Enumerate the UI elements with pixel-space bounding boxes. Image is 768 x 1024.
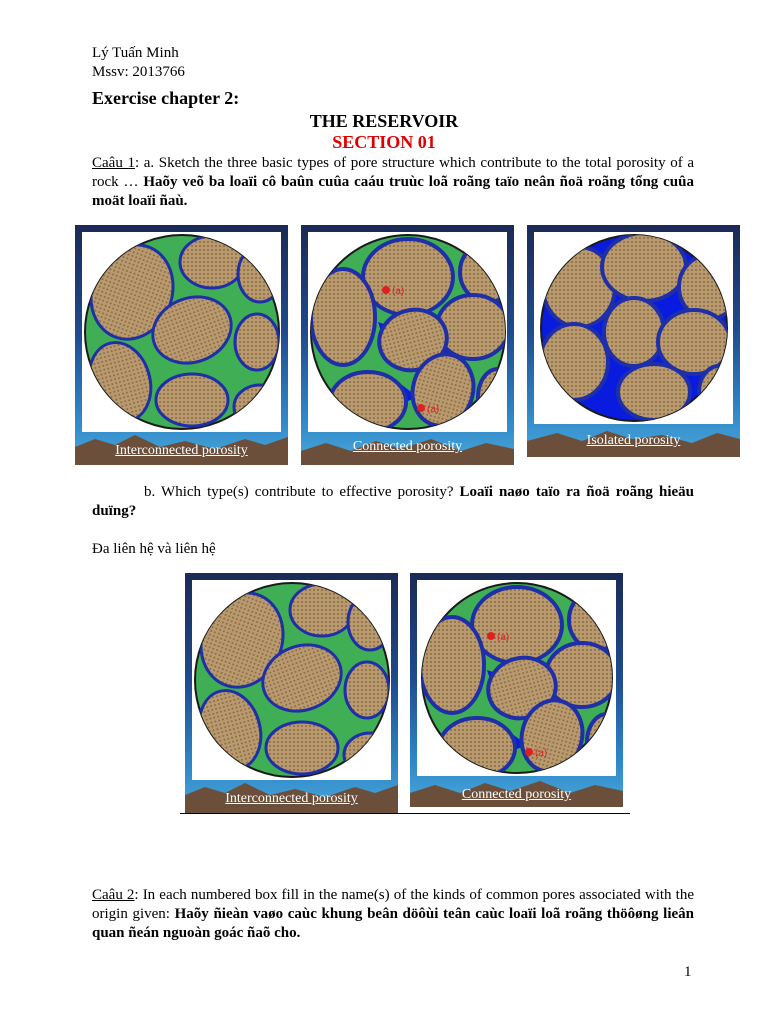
student-id: Mssv: 2013766 [92,64,185,80]
exercise-title: Exercise chapter 2: [92,88,240,108]
reservoir-title: THE RESERVOIR [309,111,459,131]
question-1-text-en: : a. Sketch the three basic types of pore structure which contribute to the total porosity of a rock … [92,155,694,190]
interconnected-porosity-panel [75,225,288,465]
marker-a-label: (a) [497,632,510,643]
answer-text: Đa liên hệ và liên hệ [92,541,216,557]
interconnected-porosity-caption: Interconnected porosity [225,791,358,806]
marker-a-icon [525,748,533,756]
question-1b-text-vi: Loaïi naøo taïo ra ñoä roãng hieäu duïng? [92,484,694,519]
divider [180,813,630,814]
connected-porosity-diagram [417,580,616,776]
isolated-porosity-caption: Isolated porosity [586,433,681,448]
marker-a-icon [487,632,495,640]
question-2-label: Caâu 2 [92,887,135,903]
interconnected-porosity-caption: Interconnected porosity [115,443,248,458]
question-1b [92,483,694,521]
marker-a-label: (a) [535,748,548,759]
page-number: 1 [684,964,692,980]
section-title: SECTION 01 [332,132,436,152]
question-2-text-en: : In each numbered box fill in the name(s) of the kinds of common pores associated with the origin given: [92,887,694,922]
connected-porosity-panel-2 [410,573,623,807]
connected-porosity-caption: Connected porosity [352,439,463,454]
marker-a-label: (a) [427,404,440,415]
question-2 [92,886,694,943]
connected-porosity-caption: Connected porosity [461,787,572,802]
interconnected-porosity-diagram [82,232,281,432]
marker-a-icon [382,286,390,294]
author-name: Lý Tuấn Minh [92,45,179,61]
interconnected-porosity-diagram [192,580,391,780]
connected-porosity-panel [301,225,514,465]
question-2-text-vi: Haõy ñieàn vaøo caùc khung beân döôùi teân caùc loaïi loã roãng thöôøng lieân quan ñeán nguoàn goác ñaõ cho. [92,906,694,941]
connected-porosity-diagram [308,232,507,432]
isolated-porosity-diagram [534,232,733,424]
question-1b-text-en: b. Which type(s) contribute to effective porosity? [144,484,460,500]
marker-a-label: (a) [392,286,405,297]
question-1-label: Caâu 1 [92,155,135,171]
question-1 [92,154,694,211]
isolated-porosity-panel [527,225,740,457]
interconnected-porosity-panel-2 [185,573,398,813]
marker-a-icon [417,404,425,412]
question-1-text-vi: Haõy veõ ba loaïi cô baûn cuûa caáu truùc loã roãng taïo neân ñoä roãng tổng cuûa moät loaïi ñaù. [92,174,694,209]
